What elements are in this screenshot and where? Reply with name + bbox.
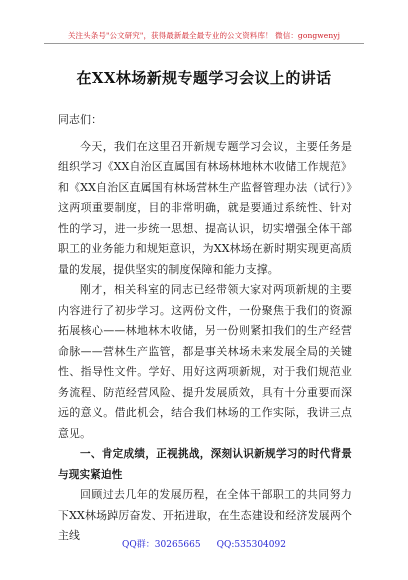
footer-qq: QQ:535304092 <box>216 540 286 550</box>
footer-qq-group: QQ群：30265665 <box>122 540 201 550</box>
document-title: 在XX林场新规专题学习会议上的讲话 <box>76 69 332 87</box>
header-promo-note: 关注头条号"公文研究"，获得最新最全最专业的公文资料库！ 微信：gongwenyj <box>67 31 341 40</box>
paragraph-3: 回顾过去几年的发展历程，在全体干部职工的共同努力下XX林场踔厉奋发、开拓进取，在生态建设和经济发展两个主线 <box>58 488 352 542</box>
salutation: 同志们： <box>58 113 103 126</box>
footer-contact <box>0 537 408 550</box>
paragraph-2: 刚才，相关科室的同志已经带领大家对两项新规的主要内容进行了初步学习。这两份文件，一份聚焦于我们的资源拓展核心——林地林木收储，另一份则紧扣我们的生产经营命脉——营林生产监管，都是事关林场未来发展全局的关键性、指导性文件。学好、用好这两项新规，对于我们规范业务流程、防范经营风险、提升发展质效，具有十分重要而深远的意义。借此机会，结合我们林场的工作实际，我讲三点意见。 <box>58 283 352 440</box>
header-divider <box>44 43 364 44</box>
document-body <box>58 110 352 547</box>
section-heading-1: 一、肯定成绩，正视挑战，深刻认识新规学习的时代背景与现实紧迫性 <box>58 448 352 481</box>
paragraph-1: 今天，我们在这里召开新规专题学习会议，主要任务是组织学习《XX自治区直属国有林场林地林木收储工作规范》和《XX自治区直属国有林场营林生产监督管理办法（试行）》这两项重要制度，目的非常明确，就是要通过系统性、针对性的学习，进一步统一思想、提高认识，切实增强全体干部职工的业务能力和规矩意识，为XX林场在新时期实现更高质量的发展，提供坚实的制度保障和能力支撑。 <box>58 139 352 276</box>
